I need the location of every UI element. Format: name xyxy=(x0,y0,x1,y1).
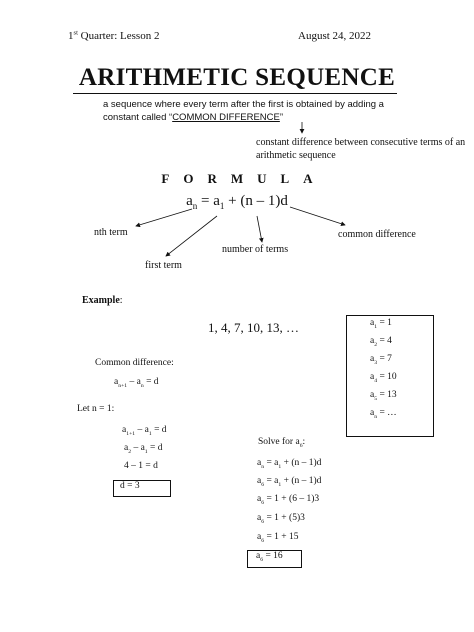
term-a5: $a_5 = 13$ xyxy=(370,390,397,402)
formula: $a_n = a_1 + (n - 1)d$ xyxy=(186,193,288,211)
example-label: Example: xyxy=(82,295,123,306)
arrow-number-of-terms xyxy=(257,216,262,242)
label-first-term: first term xyxy=(145,260,182,271)
calc-step2: $a_2 - a_1 = d$ xyxy=(124,443,163,455)
term-an: $a_n$ = … xyxy=(370,408,397,420)
formula-label: FORMULA xyxy=(161,171,327,186)
lesson-date: August 24, 2022 xyxy=(298,30,372,42)
solve-heading: Solve for $a_6$: xyxy=(258,437,306,449)
common-difference-heading: Common difference: xyxy=(95,358,174,368)
term-a1: $a_1 = 1$ xyxy=(370,318,392,330)
label-common-difference: common difference xyxy=(338,229,416,240)
label-number-of-terms: number of terms xyxy=(222,244,289,255)
arrow-first-term xyxy=(166,216,217,256)
solve-step2: $a_6 = a_1 + (n - 1)d$ xyxy=(257,476,322,488)
arrow-nth-term xyxy=(136,209,192,226)
label-nth-term: nth term xyxy=(94,227,128,238)
solve-step3: $a_6 = 1 + (6 - 1)3$ xyxy=(257,494,320,506)
lesson-label: 1st Quarter: Lesson 2 xyxy=(68,29,160,42)
term-a3: $a_3 = 7$ xyxy=(370,354,392,366)
solve-step1: $a_n = a_1 + (n - 1)d$ xyxy=(257,458,322,470)
solve-step6: $a_6 = 16$ xyxy=(256,551,283,563)
calc-result: d = 3 xyxy=(120,481,140,491)
solve-step4: $a_6 = 1 + (5)3$ xyxy=(257,513,305,525)
common-difference-note-line1: constant difference between consecutive terms of an xyxy=(256,137,466,148)
calc-step3: 4 – 1 = d xyxy=(124,461,158,471)
term-a2: $a_2 = 4$ xyxy=(370,336,392,348)
term-a4: $a_4 = 10$ xyxy=(370,372,397,384)
calc-step1: $a_{1+1} - a_1 = d$ xyxy=(122,425,167,437)
common-difference-note-line2: arithmetic sequence xyxy=(256,150,336,161)
example-sequence: 1, 4, 7, 10, 13, … xyxy=(208,320,299,335)
definition-line1: a sequence where every term after the first is obtained by adding a xyxy=(103,99,384,110)
solve-step5: $a_6 = 1 + 15$ xyxy=(257,532,299,544)
arrow-common-difference xyxy=(290,207,345,225)
page-title: ARITHMETIC SEQUENCE xyxy=(78,64,396,91)
common-difference-formula: $a_{n+1} - a_n = d$ xyxy=(114,377,159,389)
definition-line2: constant called “COMMON DIFFERENCE” xyxy=(103,112,284,123)
let-n-equals-1: Let n = 1: xyxy=(77,404,115,414)
